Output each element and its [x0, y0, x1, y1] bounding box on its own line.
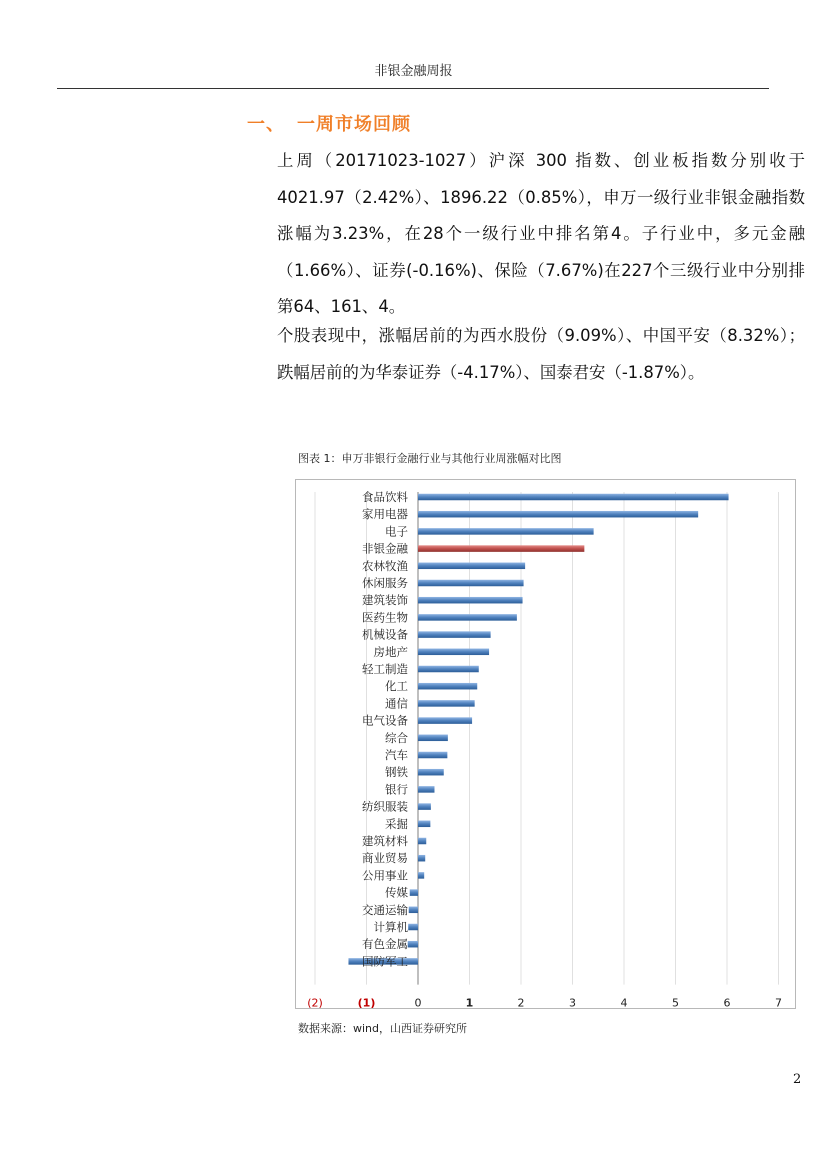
bar-计算机: [408, 924, 418, 931]
section-title-text: 一周市场回顾: [297, 114, 411, 135]
bar-轻工制造: [418, 666, 479, 673]
chart-category-labels: [362, 490, 408, 968]
category-label: 综合: [385, 730, 408, 745]
bar-医药生物: [418, 614, 517, 621]
figure-source: 数据来源：wind，山西证券研究所: [298, 1022, 468, 1035]
category-label: 农林牧渔: [362, 558, 408, 573]
category-label: 医药生物: [362, 610, 408, 625]
bar-建筑材料: [418, 838, 426, 845]
x-tick-label: 2: [517, 996, 525, 1010]
category-label: 家用电器: [362, 507, 408, 522]
x-tick-label: 1: [465, 996, 474, 1010]
bar-综合: [418, 735, 448, 742]
bar-建筑装饰: [418, 597, 523, 604]
category-label: 休闲服务: [362, 576, 408, 590]
bar-机械设备: [418, 631, 491, 638]
category-label: 化工: [385, 679, 408, 694]
category-label: 纺织服装: [362, 799, 408, 814]
category-label: 交通运输: [362, 902, 408, 917]
x-tick-label: 0: [414, 996, 422, 1010]
header-divider: [57, 88, 769, 89]
paragraph-stock-performance: 个股表现中，涨幅居前的为西水股份（9.09%）、中国平安（8.32%）；跌幅居前的为华泰证券（-4.17%）、国泰君安（-1.87%）。: [277, 326, 805, 382]
x-tick-label: 7: [775, 996, 782, 1010]
bar-电气设备: [418, 717, 472, 724]
category-label: 建筑装饰: [362, 593, 408, 608]
x-tick-label: (2): [307, 996, 323, 1010]
category-label: 食品饮料: [362, 490, 408, 504]
category-label: 商业贸易: [362, 851, 408, 866]
x-tick-label: 6: [723, 996, 731, 1010]
bar-休闲服务: [418, 580, 524, 587]
bar-银行: [418, 786, 434, 793]
category-label: 采掘: [385, 816, 408, 831]
bar-公用事业: [418, 872, 424, 879]
category-label: 国防军工: [362, 954, 408, 969]
bar-农林牧渔: [418, 563, 525, 570]
report-header: 非银金融周报: [374, 64, 453, 79]
category-label: 电子: [385, 524, 408, 539]
bar-房地产: [418, 649, 489, 656]
category-label: 有色金属: [362, 937, 408, 952]
page-number: 2: [793, 1072, 802, 1087]
paragraph-market-review: 上周（20171023-1027）沪深 300 指数、创业板指数分别收于4021.97（2.42%）、1896.22（0.85%），申万一级行业非银金融指数涨幅为3.23%，在28个一级行业中排名第4。子行业中，多元金融（1.66%）、证券(-0.16%)、保险（7.67%)在227个三级行业中分别排第64、161、4。: [277, 151, 805, 316]
x-tick-label: 5: [672, 996, 679, 1010]
bar-传媒: [410, 889, 418, 896]
category-label: 机械设备: [362, 627, 408, 642]
category-label: 非银金融: [362, 541, 408, 556]
category-label: 建筑材料: [362, 834, 408, 848]
category-label: 汽车: [385, 748, 408, 762]
bar-化工: [418, 683, 477, 690]
category-label: 银行: [385, 782, 408, 797]
x-tick-label: 4: [620, 996, 628, 1010]
industry-weekly-change-chart: [296, 480, 797, 1010]
figure-caption: 图表 1：申万非银行金融行业与其他行业周涨幅对比图: [298, 452, 562, 465]
bar-通信: [418, 700, 475, 707]
bar-汽车: [418, 752, 447, 759]
bar-商业贸易: [418, 855, 425, 862]
section-title: [247, 110, 411, 136]
bar-有色金属: [408, 941, 418, 948]
category-label: 轻工制造: [362, 662, 408, 676]
category-label: 电气设备: [362, 713, 408, 728]
bar-采掘: [418, 821, 430, 828]
bar-家用电器: [418, 511, 698, 518]
x-tick-label: (1): [357, 996, 376, 1010]
x-tick-label: 3: [569, 996, 576, 1010]
category-label: 房地产: [373, 644, 408, 659]
bar-钢铁: [418, 769, 444, 776]
bar-食品饮料: [418, 494, 729, 501]
category-label: 钢铁: [385, 765, 408, 780]
bar-电子: [418, 528, 594, 535]
bar-非银金融: [418, 545, 584, 552]
category-label: 通信: [385, 696, 408, 711]
category-label: 计算机: [373, 920, 408, 934]
section-number: 一、: [247, 114, 285, 135]
bar-交通运输: [409, 907, 418, 914]
category-label: 传媒: [385, 885, 408, 900]
chart-container: [295, 479, 796, 1009]
chart-x-axis-ticks: [307, 997, 782, 1010]
bar-纺织服装: [418, 803, 431, 810]
category-label: 公用事业: [362, 868, 408, 883]
